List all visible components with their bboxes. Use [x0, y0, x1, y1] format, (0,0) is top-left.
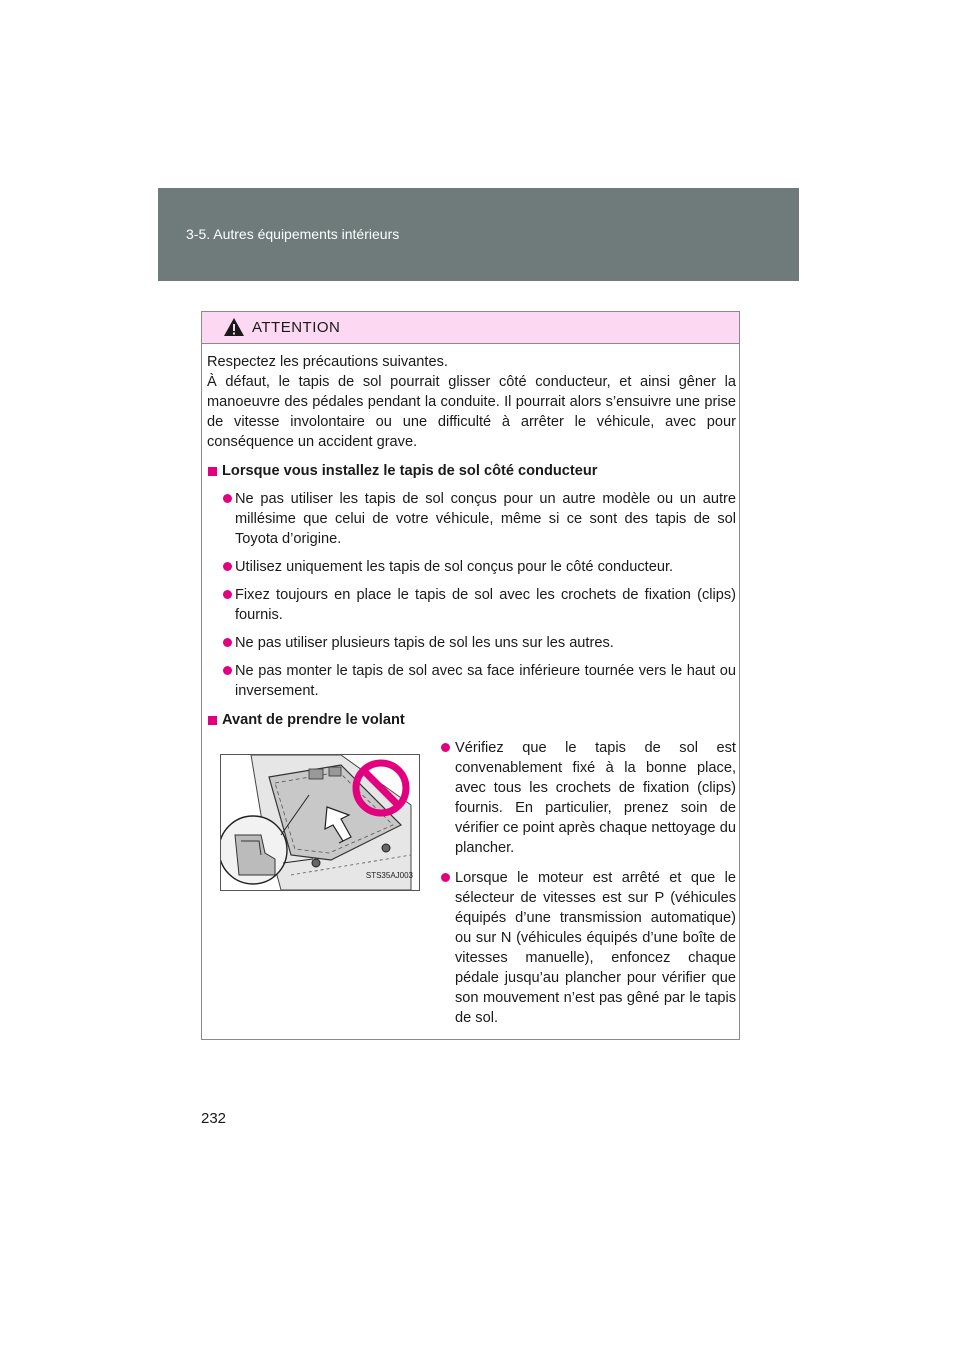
page-number: 232 — [201, 1110, 227, 1127]
list-item — [207, 557, 736, 577]
square-bullet-icon — [208, 467, 217, 476]
round-bullet-icon — [223, 590, 232, 599]
square-bullet-icon — [208, 716, 217, 725]
warning-intro — [207, 352, 736, 452]
warning-header — [202, 312, 739, 344]
round-bullet-icon — [223, 562, 232, 571]
warning-box — [201, 311, 740, 1040]
section-title: 3-5. Autres équipements intérieurs — [186, 226, 400, 242]
warning-title: ATTENTION — [252, 319, 341, 336]
floor-mat-illustration — [220, 754, 420, 891]
subheading-before-driving — [207, 710, 736, 730]
list-item — [435, 738, 736, 858]
list-item-text: Utilisez uniquement les tapis de sol conçus pour le côté conducteur. — [235, 559, 674, 575]
list-item-text: Ne pas monter le tapis de sol avec sa face inférieure tournée vers le haut ou inversement. — [235, 663, 736, 699]
subheading-text: Avant de prendre le volant — [222, 712, 405, 728]
header-band — [158, 188, 799, 281]
list-item — [207, 661, 736, 701]
list-item-text: Ne pas utiliser plusieurs tapis de sol les uns sur les autres. — [235, 635, 614, 651]
before-driving-section — [207, 738, 736, 1068]
list-item-text: Ne pas utiliser les tapis de sol conçus pour un autre modèle ou un autre millésime que celui de votre véhicule, même si ce sont des tapis de sol Toyota d’origine. — [235, 491, 736, 547]
warning-triangle-icon — [223, 317, 245, 337]
list-item-text: Fixez toujours en place le tapis de sol avec les crochets de fixation (clips) fournis. — [235, 587, 736, 623]
round-bullet-icon — [223, 666, 232, 675]
list-item — [207, 633, 736, 653]
list-item-text: Vérifiez que le tapis de sol est convenablement fixé à la bonne place, avec tous les crochets de fixation (clips) fournis. En particulier, prenez soin de vérifier ce point après chaque nettoyage du plancher. — [455, 740, 736, 856]
round-bullet-icon — [223, 638, 232, 647]
list-item — [435, 868, 736, 1028]
list-item-text: Lorsque le moteur est arrêté et que le sélecteur de vitesses est sur P (véhicules équipés d’une transmission automatique) ou sur N (véhicules équipés d’une boîte de vitesses manuelle), enfoncez chaque pédale jusqu’au plancher pour vérifier que son mouvement n’est pas gêné par le tapis de sol. — [455, 870, 736, 1026]
warning-content — [207, 352, 736, 1068]
round-bullet-icon — [441, 743, 450, 752]
subheading-text: Lorsque vous installez le tapis de sol côté conducteur — [222, 463, 598, 479]
list-item — [207, 489, 736, 549]
round-bullet-icon — [441, 873, 450, 882]
before-driving-bullets — [435, 738, 736, 1038]
list-item — [207, 585, 736, 625]
intro-paragraph: À défaut, le tapis de sol pourrait glisser côté conducteur, et ainsi gêner la manoeuvre des pédales pendant la conduite. Il pourrait alors s’ensuivre une prise de vitesse involontaire ou une difficulté à arrêter le véhicule, avec pour conséquence un accident grave. — [207, 374, 736, 450]
figure-code: STS35AJ003 — [365, 871, 413, 880]
intro-line: Respectez les précautions suivantes. — [207, 354, 448, 370]
round-bullet-icon — [223, 494, 232, 503]
subheading-install — [207, 461, 736, 481]
